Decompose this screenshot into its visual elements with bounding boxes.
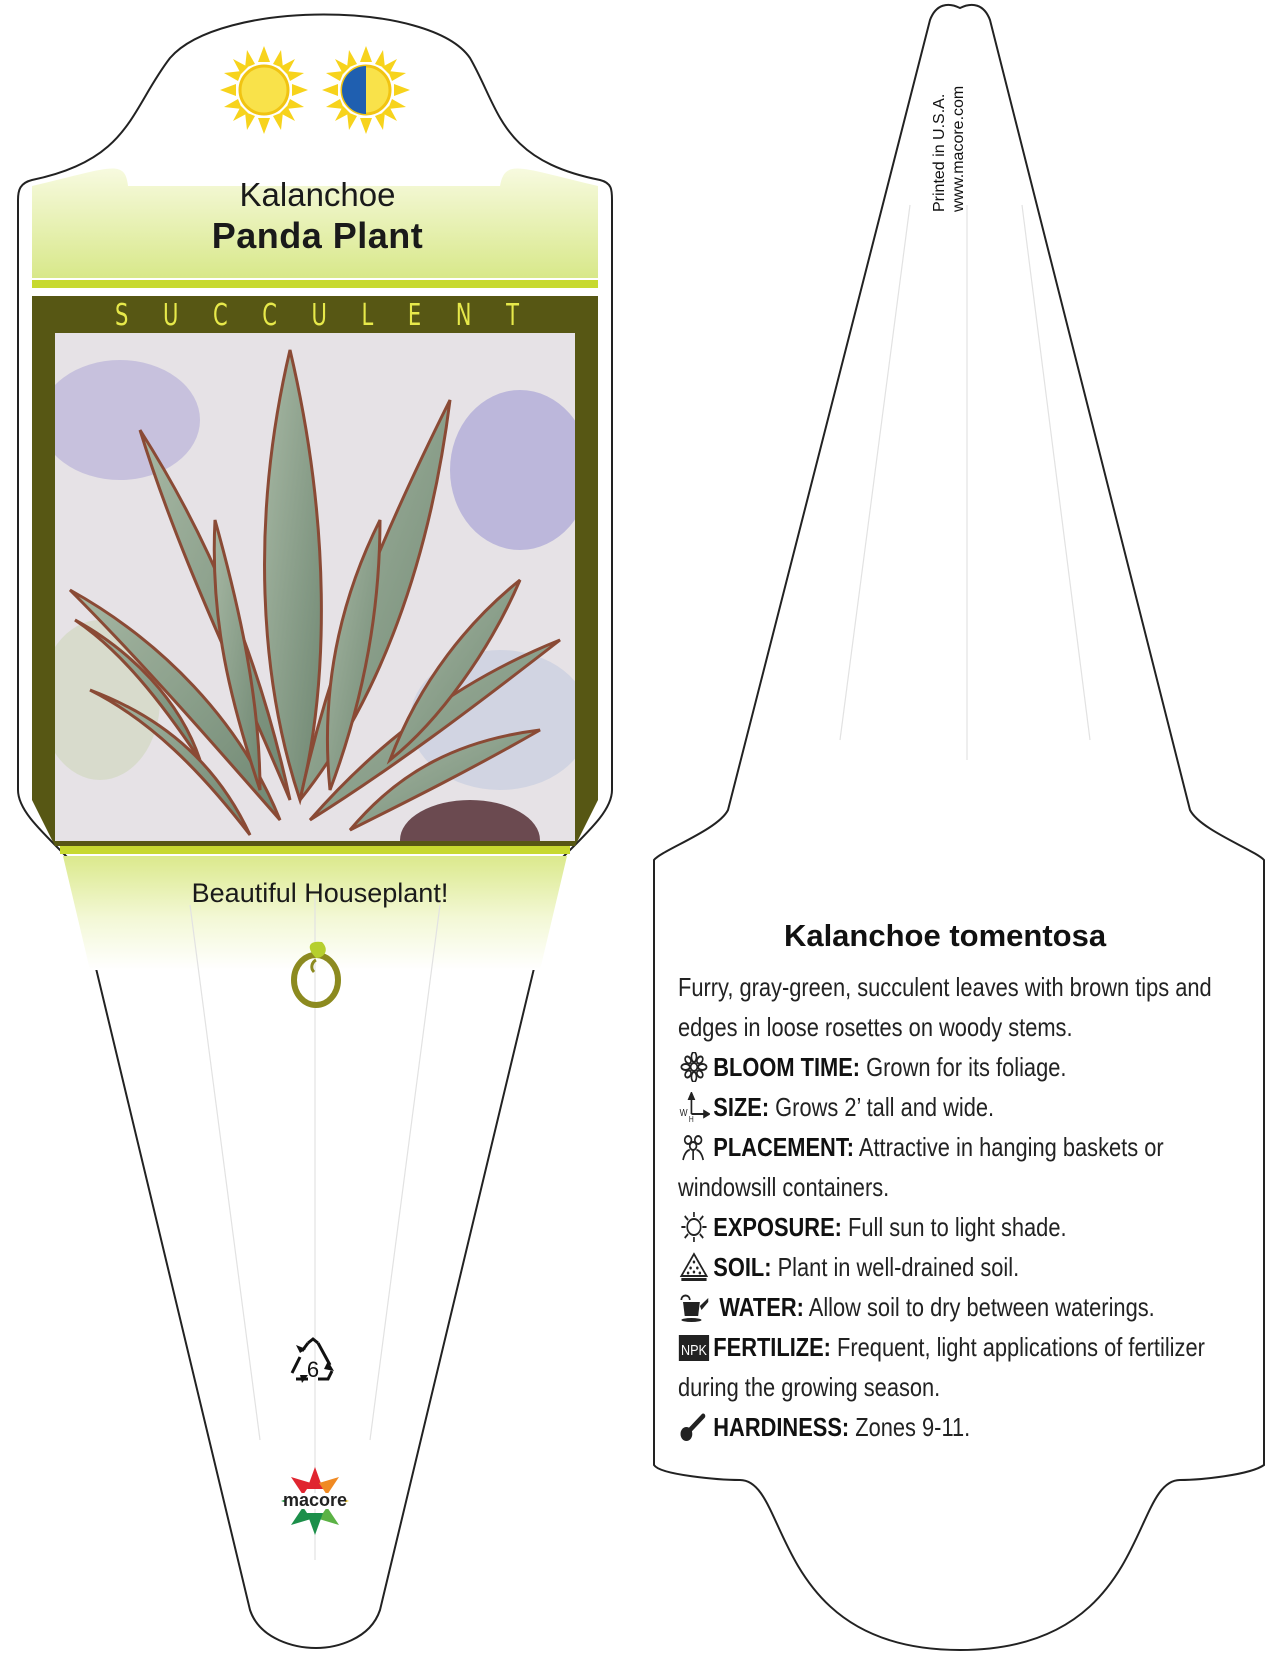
- category-letter: N: [455, 298, 472, 333]
- care-label: WATER:: [719, 1292, 804, 1322]
- care-text: Plant in well-drained soil.: [777, 1252, 1020, 1282]
- thermometer-icon: [678, 1412, 710, 1442]
- watering-can-icon: [678, 1292, 710, 1322]
- scientific-name: Kalanchoe tomentosa: [783, 918, 1107, 953]
- care-label: PLACEMENT:: [713, 1132, 855, 1162]
- npk-icon: [678, 1332, 710, 1362]
- size-icon: [678, 1092, 710, 1122]
- category-letter: S: [114, 298, 129, 333]
- svg-text:NPK: NPK: [681, 1340, 707, 1359]
- care-text: Zones 9-11.: [855, 1412, 971, 1442]
- category-letter: U: [162, 298, 179, 333]
- care-row-bloom: [678, 1047, 1249, 1087]
- care-row-hardiness: [678, 1407, 1249, 1447]
- care-row-placement: [678, 1127, 1249, 1207]
- care-instructions: [678, 967, 1248, 1447]
- description: Furry, gray-green, succulent leaves with brown tips and edges in loose rosettes on woody stems.: [678, 972, 1212, 1042]
- care-label: SOIL:: [713, 1252, 772, 1282]
- care-text: Attractive in hanging baskets or windowsill containers.: [678, 1132, 1164, 1202]
- svg-text:W: W: [679, 1107, 688, 1119]
- care-row-size: [678, 1087, 1249, 1127]
- care-row-fertilize: [678, 1327, 1249, 1407]
- care-row-exposure: [678, 1207, 1249, 1247]
- care-text: Grown for its foliage.: [866, 1052, 1067, 1082]
- plant-photo: [40, 333, 590, 880]
- printed-in: Printed in U.S.A.: [931, 93, 948, 212]
- flower-icon: [678, 1052, 710, 1082]
- care-label: FERTILIZE:: [713, 1332, 831, 1362]
- full-sun-icon: [218, 44, 310, 136]
- part-sun-icon: [320, 44, 412, 136]
- category-letter: E: [407, 298, 422, 333]
- category-letter: T: [506, 298, 519, 333]
- website: www.macore.com: [950, 85, 967, 212]
- tagline: Beautiful Houseplant!: [191, 878, 449, 908]
- care-label: BLOOM TIME:: [713, 1052, 861, 1082]
- care-label: EXPOSURE:: [713, 1212, 842, 1242]
- care-row-soil: [678, 1247, 1249, 1287]
- care-text: Grows 2’ tall and wide.: [775, 1092, 995, 1122]
- care-text: Allow soil to dry between waterings.: [808, 1292, 1155, 1322]
- genus-name: Kalanchoe: [239, 176, 396, 213]
- printed-note: [930, 86, 968, 212]
- care-text: Frequent, light applications of fertilizer during the growing season.: [678, 1332, 1205, 1402]
- care-row-water: [678, 1287, 1249, 1327]
- svg-text:H: H: [688, 1114, 694, 1122]
- brand-logo-text: macore: [282, 1490, 348, 1510]
- category-label: [95, 298, 540, 333]
- care-label: HARDINESS:: [713, 1412, 850, 1442]
- common-name: Panda Plant: [211, 215, 424, 256]
- care-text: Full sun to light shade.: [848, 1212, 1067, 1242]
- care-label: SIZE:: [713, 1092, 770, 1122]
- category-letter: C: [212, 298, 228, 333]
- sprout-logo-icon: [286, 938, 346, 1008]
- soil-icon: [678, 1252, 710, 1282]
- category-letter: L: [361, 298, 374, 333]
- category-letter: C: [262, 298, 277, 333]
- category-letter: U: [311, 298, 327, 333]
- recycle-code: 6: [306, 1357, 320, 1382]
- sun-icon: [678, 1212, 710, 1242]
- placement-icon: [678, 1132, 710, 1162]
